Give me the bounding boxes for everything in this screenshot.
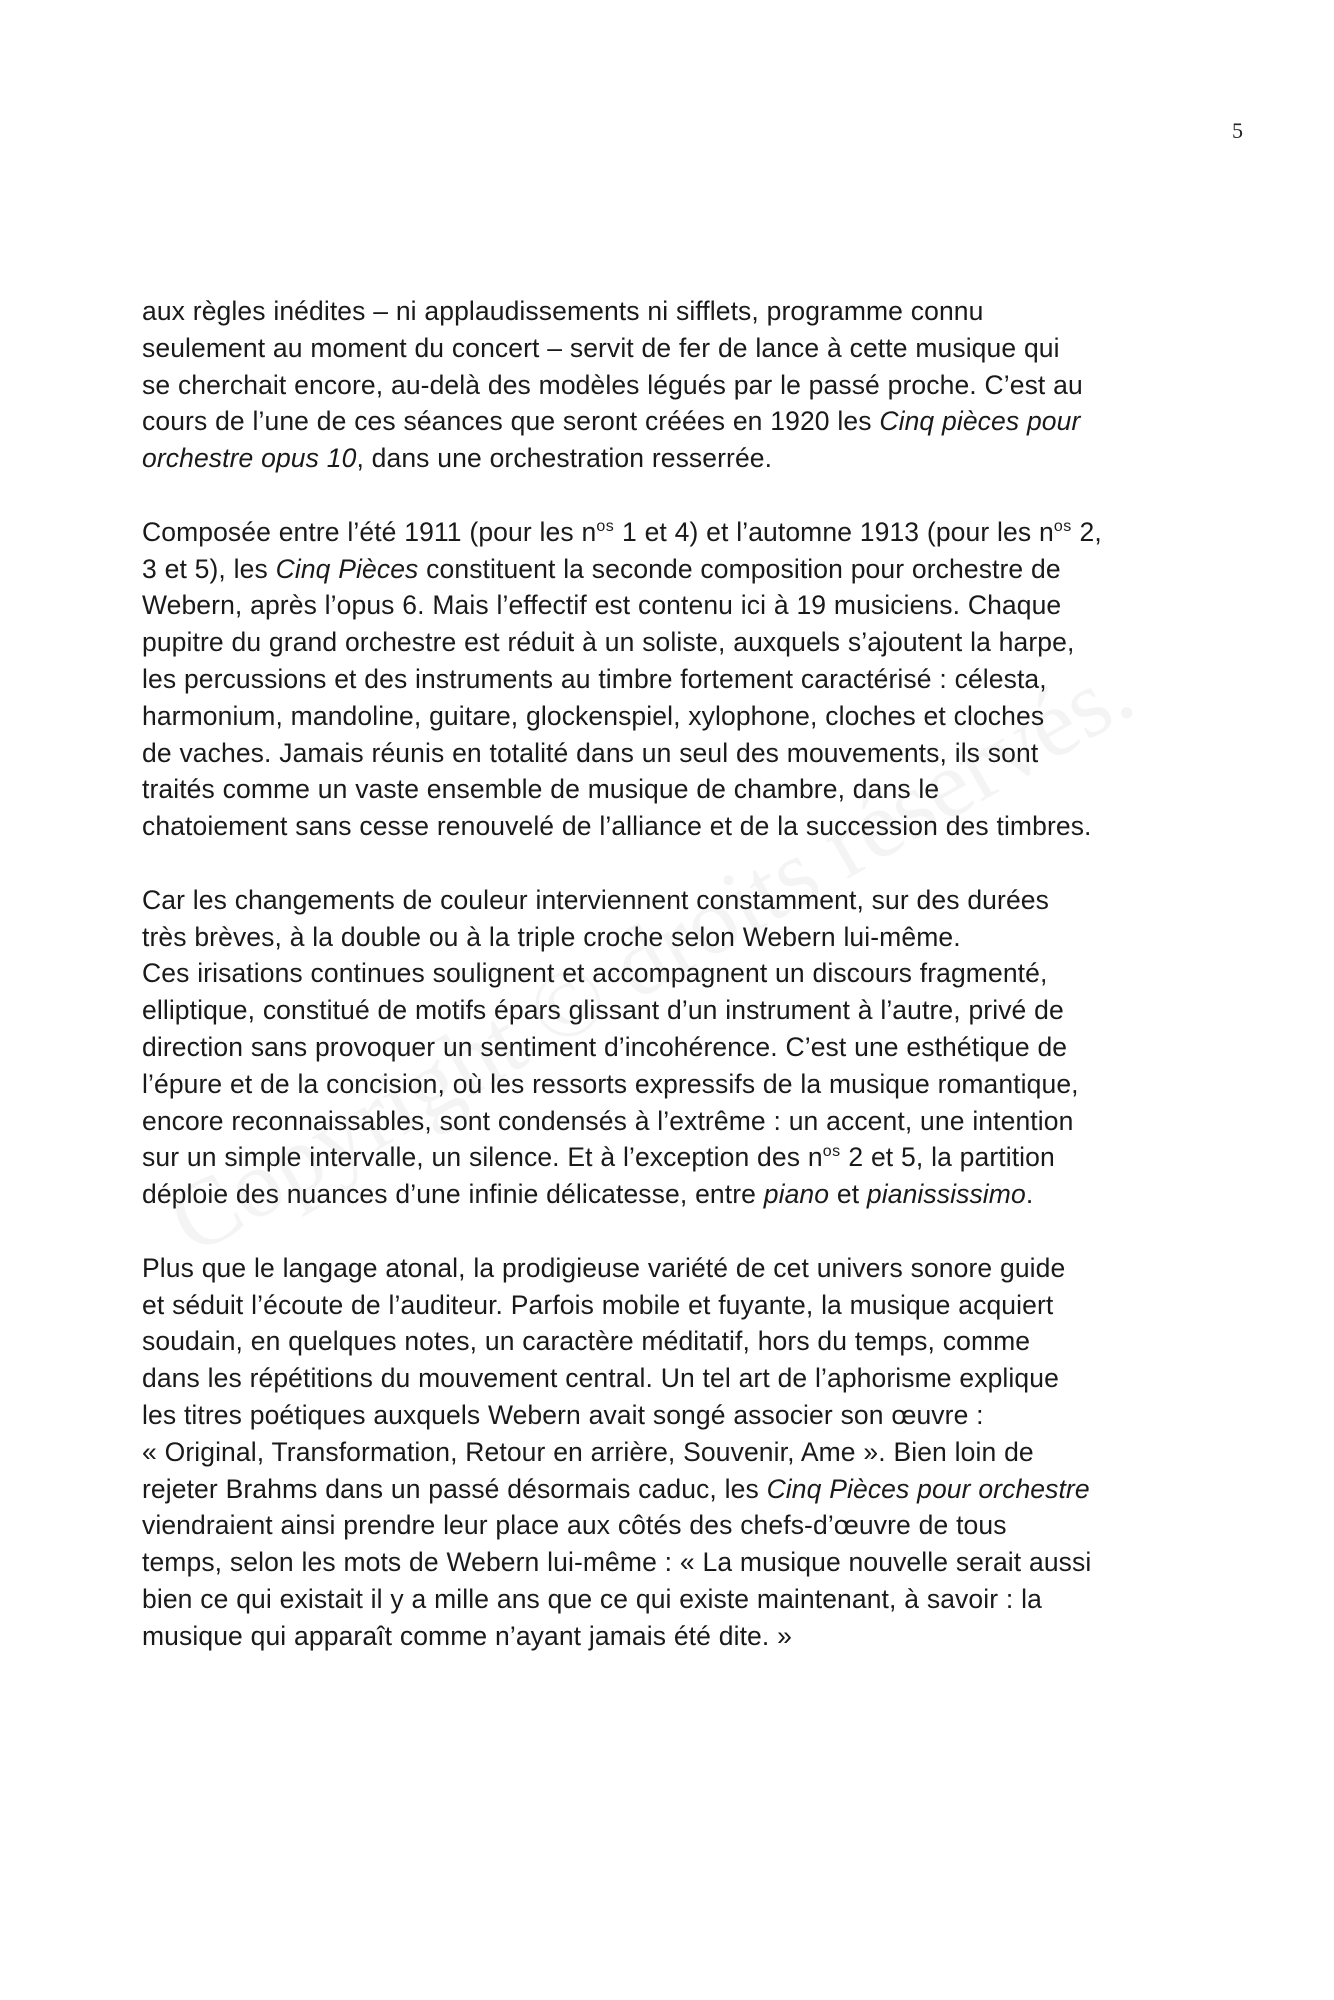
text-line xyxy=(142,1176,1212,1213)
text-run: musique qui apparaît comme n’ayant jamais été dite. » xyxy=(142,1620,792,1651)
text-line xyxy=(142,587,1212,624)
text-run: 3 et 5), les xyxy=(142,553,276,584)
text-run: seulement au moment du concert – servit de fer de lance à cette musique qui xyxy=(142,332,1060,363)
italic-run: Cinq pièces pour xyxy=(879,406,1081,437)
text-run: se cherchait encore, au-delà des modèles légués par le passé proche. C’est au xyxy=(142,369,1083,400)
text-run: l’épure et de la concision, où les ressorts expressifs de la musique romantique, xyxy=(142,1068,1079,1099)
text-run: pupitre du grand orchestre est réduit à un soliste, auxquels s’ajoutent la harpe, xyxy=(142,627,1075,658)
italic-run: Cinq Pièces pour orchestre xyxy=(766,1473,1090,1504)
text-line xyxy=(142,1544,1212,1581)
text-line xyxy=(142,735,1212,772)
text-run: déploie des nuances d’une infinie délicatesse, entre xyxy=(142,1179,764,1210)
text-run: , dans une orchestration resserrée. xyxy=(356,443,773,474)
page-number: 5 xyxy=(1232,118,1243,143)
text-run: aux règles inédites – ni applaudissements ni sifflets, programme connu xyxy=(142,296,984,326)
text-run: constituent la seconde composition pour orchestre de xyxy=(418,553,1061,584)
text-line xyxy=(142,1581,1212,1618)
text-run: 1 et 4) et l’automne 1913 (pour les n xyxy=(614,516,1054,547)
superscript-run: os xyxy=(1053,517,1072,535)
italic-run: piano xyxy=(763,1179,830,1210)
text-line xyxy=(142,551,1212,588)
text-line xyxy=(142,698,1212,735)
text-run: encore reconnaissables, sont condensés à l’extrême : un accent, une intention xyxy=(142,1105,1074,1136)
text-run: temps, selon les mots de Webern lui-même : « La musique nouvelle serait aussi xyxy=(142,1547,1092,1578)
text-line xyxy=(142,1066,1212,1103)
text-line xyxy=(142,955,1212,992)
text-line xyxy=(142,882,1212,919)
text-run: chatoiement sans cesse renouvelé de l’alliance et de la succession des timbres. xyxy=(142,811,1092,842)
italic-run: pianississimo xyxy=(866,1179,1026,1210)
italic-run: Cinq Pièces xyxy=(275,553,419,584)
paragraph-3 xyxy=(142,882,1212,1213)
text-run: Webern, après l’opus 6. Mais l’effectif est contenu ici à 19 musiciens. Chaque xyxy=(142,590,1062,621)
text-line xyxy=(142,330,1212,367)
text-run: les titres poétiques auxquels Webern avait songé associer son œuvre : xyxy=(142,1399,984,1430)
text-run: de vaches. Jamais réunis en totalité dans un seul des mouvements, ils sont xyxy=(142,737,1039,768)
text-line xyxy=(142,1618,1212,1655)
text-line xyxy=(142,1397,1212,1434)
text-run: Ces irisations continues soulignent et accompagnent un discours fragmenté, xyxy=(142,958,1048,989)
text-run: Plus que le langage atonal, la prodigieuse variété de cet univers sonore guide xyxy=(142,1252,1066,1283)
text-run: « Original, Transformation, Retour en arrière, Souvenir, Ame ». Bien loin de xyxy=(142,1436,1034,1467)
text-line xyxy=(142,1323,1212,1360)
superscript-run: os xyxy=(596,517,615,535)
text-line xyxy=(142,1029,1212,1066)
paragraph-1 xyxy=(142,293,1212,477)
text-line xyxy=(142,1250,1212,1287)
text-run: viendraient ainsi prendre leur place aux côtés des chefs-d’œuvre de tous xyxy=(142,1510,1007,1541)
text-line xyxy=(142,293,1212,330)
text-line xyxy=(142,1287,1212,1324)
text-run: . xyxy=(1025,1179,1034,1210)
superscript-run: os xyxy=(822,1143,841,1161)
text-run: les percussions et des instruments au timbre fortement caractérisé : célesta, xyxy=(142,663,1047,694)
text-line xyxy=(142,992,1212,1029)
text-run: soudain, en quelques notes, un caractère méditatif, hors du temps, comme xyxy=(142,1326,1031,1357)
italic-run: orchestre opus 10 xyxy=(142,443,357,474)
text-run: 2 et 5, la partition xyxy=(840,1142,1055,1173)
text-run: direction sans provoquer un sentiment d’incohérence. C’est une esthétique de xyxy=(142,1031,1068,1062)
text-run: rejeter Brahms dans un passé désormais caduc, les xyxy=(142,1473,767,1504)
text-line xyxy=(142,514,1212,551)
text-line xyxy=(142,624,1212,661)
text-run: et xyxy=(829,1179,867,1210)
paragraph-4 xyxy=(142,1250,1212,1655)
text-run: Composée entre l’été 1911 (pour les n xyxy=(142,516,597,547)
text-run: traités comme un vaste ensemble de musique de chambre, dans le xyxy=(142,774,940,805)
text-line xyxy=(142,771,1212,808)
text-line xyxy=(142,808,1212,845)
paragraph-2 xyxy=(142,514,1212,845)
text-line xyxy=(142,1360,1212,1397)
text-line xyxy=(142,1471,1212,1508)
text-line xyxy=(142,1139,1212,1176)
text-run: bien ce qui existait il y a mille ans que ce qui existe maintenant, à savoir : la xyxy=(142,1583,1042,1614)
text-run: 2, xyxy=(1071,516,1102,547)
text-run: très brèves, à la double ou à la triple croche selon Webern lui-même. xyxy=(142,921,961,952)
text-line xyxy=(142,403,1212,440)
text-run: sur un simple intervalle, un silence. Et à l’exception des n xyxy=(142,1142,823,1173)
text-run: et séduit l’écoute de l’auditeur. Parfois mobile et fuyante, la musique acquiert xyxy=(142,1289,1054,1320)
text-line xyxy=(142,919,1212,956)
text-line xyxy=(142,1434,1212,1471)
text-line xyxy=(142,440,1212,477)
text-line xyxy=(142,1507,1212,1544)
body-text xyxy=(142,293,1212,1691)
text-line xyxy=(142,367,1212,404)
text-run: cours de l’une de ces séances que seront créées en 1920 les xyxy=(142,406,880,437)
text-run: Car les changements de couleur interviennent constamment, sur des durées xyxy=(142,884,1049,915)
text-run: dans les répétitions du mouvement central. Un tel art de l’aphorisme explique xyxy=(142,1363,1059,1394)
text-run: harmonium, mandoline, guitare, glockenspiel, xylophone, cloches et cloches xyxy=(142,700,1045,731)
text-run: elliptique, constitué de motifs épars glissant d’un instrument à l’autre, privé de xyxy=(142,995,1064,1026)
text-line xyxy=(142,661,1212,698)
text-line xyxy=(142,1103,1212,1140)
